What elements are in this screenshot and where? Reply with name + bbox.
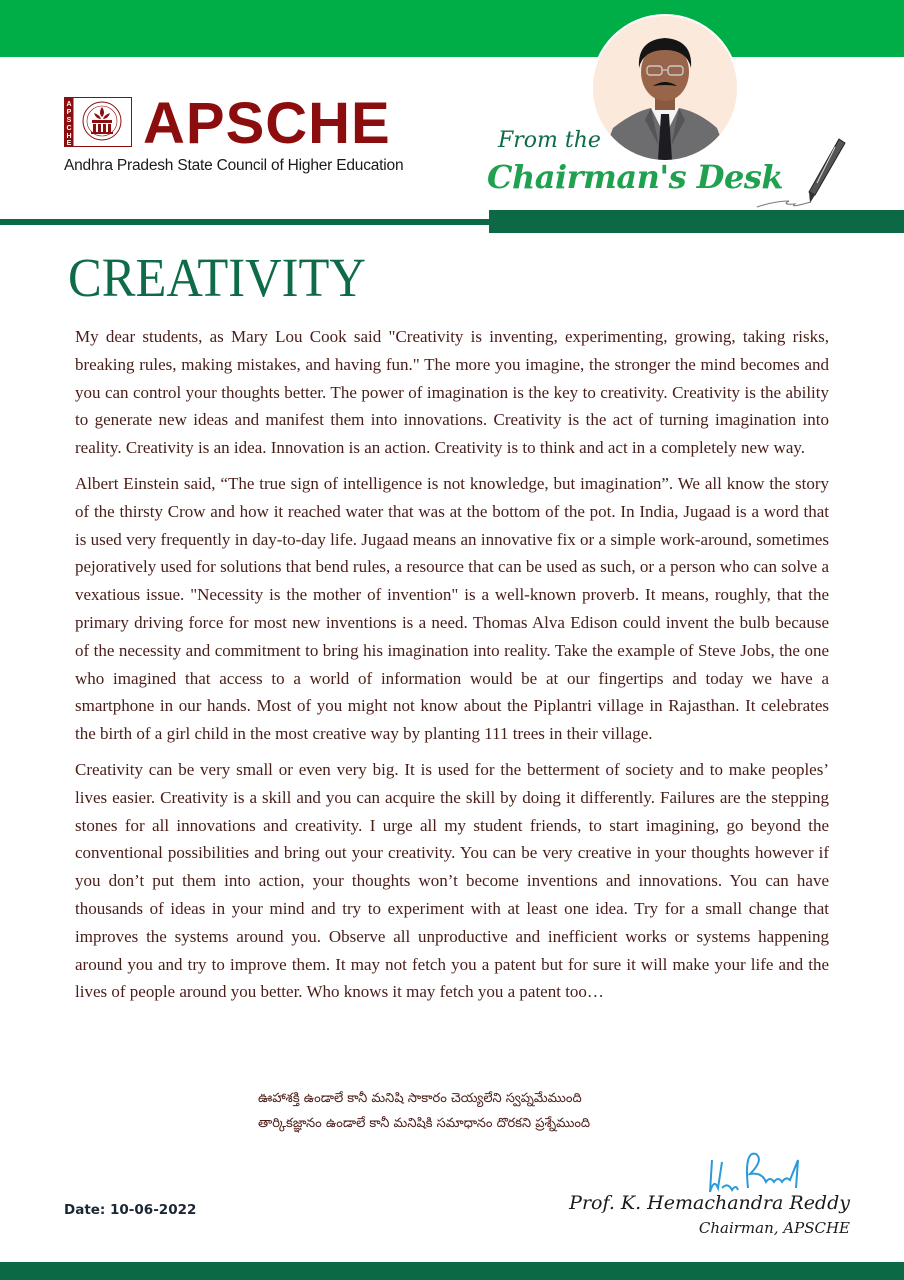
svg-text:S: S	[66, 117, 72, 124]
apsche-logo-text: APSCHE	[143, 91, 391, 156]
signer-role: Chairman, APSCHE	[698, 1219, 850, 1237]
svg-text:C: C	[66, 125, 72, 132]
apsche-emblem-icon	[64, 97, 132, 147]
article-body	[75, 323, 829, 1014]
svg-text:P: P	[66, 109, 72, 116]
chairman-photo	[593, 16, 737, 160]
telugu-line-1: ఊహాశక్తి ఉండాలే కానీ మనిషి సాకారం చెయ్యలేని స్వప్నమేముంది	[258, 1091, 582, 1106]
desk-title: Chairman's Desk	[487, 158, 784, 196]
header-divider-thin	[0, 219, 492, 225]
desk-from-label: From the	[498, 128, 601, 153]
article-title: CREATIVITY	[68, 247, 366, 308]
svg-text:E: E	[66, 140, 72, 147]
council-full-name: Andhra Pradesh State Council of Higher Education	[64, 157, 404, 174]
svg-text:H: H	[66, 133, 72, 140]
date-label: Date: 10-06-2022	[64, 1202, 197, 1218]
svg-text:A: A	[66, 101, 72, 108]
paragraph-2: Albert Einstein said, “The true sign of intelligence is not knowledge, but imagination”. We all know the story of the thirsty Crow and how it reached water that was at the bottom of the pot. In India, Jugaad is a word that is used very frequently in day-to-day life. Jugaad means an innovative fix or a simple work-around, sometimes pejoratively used for solutions that bend rules, a resource that can be used as such, or a person who can solve a vexatious issue. "Necessity is the mother of invention" is a well-known proverb. It means, roughly, that the primary driving force for most new inventions is a need. Thomas Alva Edison could invent the bulb because of the necessity and commitment to bring his imagination into reality. Take the example of Steve Jobs, the one who imagined that access to a world of information would be at our fingertips and today we have a smartphone in our hands. Most of you might not know about the Piplantri village in Rajasthan. It celebrates the birth of a girl child in the most creative way by planting 111 trees in their village.	[75, 473, 829, 744]
telugu-line-2: తార్కికజ్ఞానం ఉండాలే కానీ మనిషికి సమాధానం దొరకని ప్రశ్నేముంది	[258, 1116, 591, 1131]
telugu-verse	[258, 1086, 658, 1136]
paragraph-1: My dear students, as Mary Lou Cook said "Creativity is inventing, experimenting, growing, taking risks, breaking rules, making mistakes, and having fun." The more you imagine, the stronger the mind becomes and you can control your thoughts better. The power of imagination is the key to creativity. Creativity is the ability to generate new ideas and manifest them into innovations. Creativity is the act of turning imagination into reality. Creativity is an idea. Innovation is an action. Creativity is to think and act in a completely new way.	[75, 327, 829, 458]
signer-block	[569, 1191, 850, 1239]
chairman-portrait-icon	[593, 16, 737, 160]
apsche-emblem	[64, 97, 132, 147]
signer-name: Prof. K. Hemachandra Reddy	[569, 1192, 850, 1214]
header-divider-thick	[489, 210, 904, 233]
pen-icon	[755, 135, 850, 210]
paragraph-3: Creativity can be very small or even very big. It is used for the betterment of society and to make peoples’ lives easier. Creativity is a skill and you can acquire the skill by doing it differently. Failures are the stepping stones for all innovations and creativity. I urge all my student friends, to start imagining, go beyond the conventional possibilities and bring out your creativity. You can be very creative in your thoughts however if you don’t put them into action, your thoughts won’t become inventions and innovations. You can have thousands of ideas in your mind and try to experiment with at least one idea. Try for a small change that improves the systems around you. Observe all unproductive and inefficient works or systems happening around you and try to improve them. It may not fetch you a patent but for sure it will make your life and the lives of people around you better. Who knows it may fetch you a patent too…	[75, 759, 829, 1002]
top-green-band	[0, 0, 904, 57]
bottom-green-band	[0, 1262, 904, 1280]
